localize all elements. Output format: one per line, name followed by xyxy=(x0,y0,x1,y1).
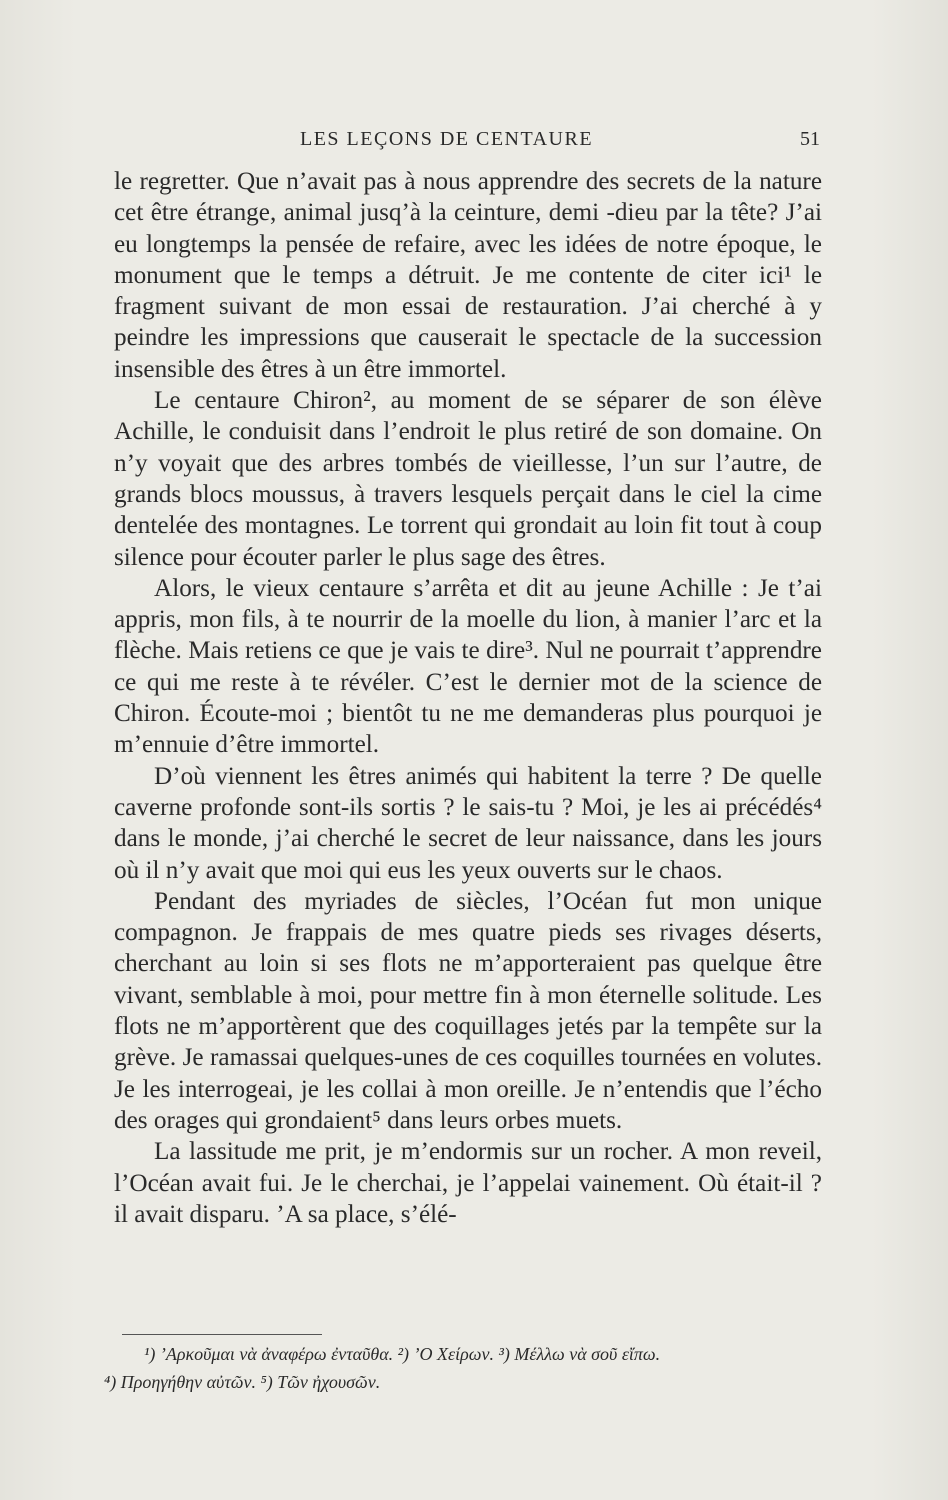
footnotes xyxy=(104,1340,820,1396)
running-title: LES LEÇONS DE CENTAURE xyxy=(300,128,594,150)
footnote-line: ¹) ’Αρκοῦμαι νὰ ἀναφέρω ἐνταῦθα. ²) ’Ο Χείρων. ³) Μέλλω νὰ σοῦ εἴπω. xyxy=(144,1344,661,1364)
page-number: 51 xyxy=(800,128,820,150)
paragraph: La lassitude me prit, je m’endormis sur un rocher. A mon reveil, l’Océan avait fui. Je le cherchai, je l’appelai vainement. Où était-il ? il avait disparu. ’A sa place, s’élé- xyxy=(114,1138,822,1228)
paragraph: Le centaure Chiron², au moment de se séparer de son élève Achille, le conduisit dans l’endroit le plus retiré de son domaine. On n’y voyait que des arbres tombés de vieillesse, l’un sur l’autre, de grands blocs moussus, à travers lesquels perçait dans le ciel la cime dentelée des montagnes. Le torrent qui grondait au loin fit tout à coup silence pour écouter parler le plus sage des êtres. xyxy=(114,387,822,571)
body-text xyxy=(114,166,822,1230)
paragraph: Pendant des myriades de siècles, l’Océan fut mon unique compagnon. Je frappais de mes quatre pieds ses rivages déserts, cherchant au loin si ses flots ne m’apporteraient pas quelque être vivant, semblable à moi, pour mettre fin à mon éternelle solitude. Les flots ne m’apportèrent que des coquillages jetés par la tempête sur la grève. Je ramassai quelques-unes de ces coquilles tournées en volutes. Je les interrogeai, je les collai à mon oreille. Je n’entendis que l’écho des orages qui grondaient⁵ dans leurs orbes muets. xyxy=(114,887,822,1134)
footnote-divider xyxy=(122,1334,322,1335)
page-header xyxy=(120,128,820,158)
footnote-line: ⁴) Προηγήθην αὐτῶν. ⁵) Τῶν ἠχουσῶν. xyxy=(104,1372,381,1392)
paragraph: D’où viennent les êtres animés qui habitent la terre ? De quelle caverne profonde sont-ils sortis ? le sais-tu ? Moi, je les ai précédés⁴ dans le monde, j’ai cherché le secret de leur naissance, dans les jours où il n’y avait que moi qui eus les yeux ouverts sur le chaos. xyxy=(114,762,822,884)
paragraph: le regretter. Que n’avait pas à nous apprendre des secrets de la nature cet être étrange, animal jusq’à la ceinture, demi -dieu par la tête? J’ai eu longtemps la pensée de refaire, avec les idées de notre époque, le monument que le temps a détruit. Je me contente de citer ici¹ le fragment suivant de mon essai de restauration. J’ai cherché à y peindre les impressions que causerait le spectacle de la succession insensible des êtres à un être immortel. xyxy=(114,168,822,383)
paragraph: Alors, le vieux centaure s’arrêta et dit au jeune Achille : Je t’ai appris, mon fils, à te nourrir de la moelle du lion, à manier l’arc et la flèche. Mais retiens ce que je vais te dire³. Nul ne pourrait t’apprendre ce qui me reste à te révéler. C’est le dernier mot de la science de Chiron. Écoute-moi ; bientôt tu ne me demanderas plus pourquoi je m’ennuie d’être immortel. xyxy=(114,574,822,759)
